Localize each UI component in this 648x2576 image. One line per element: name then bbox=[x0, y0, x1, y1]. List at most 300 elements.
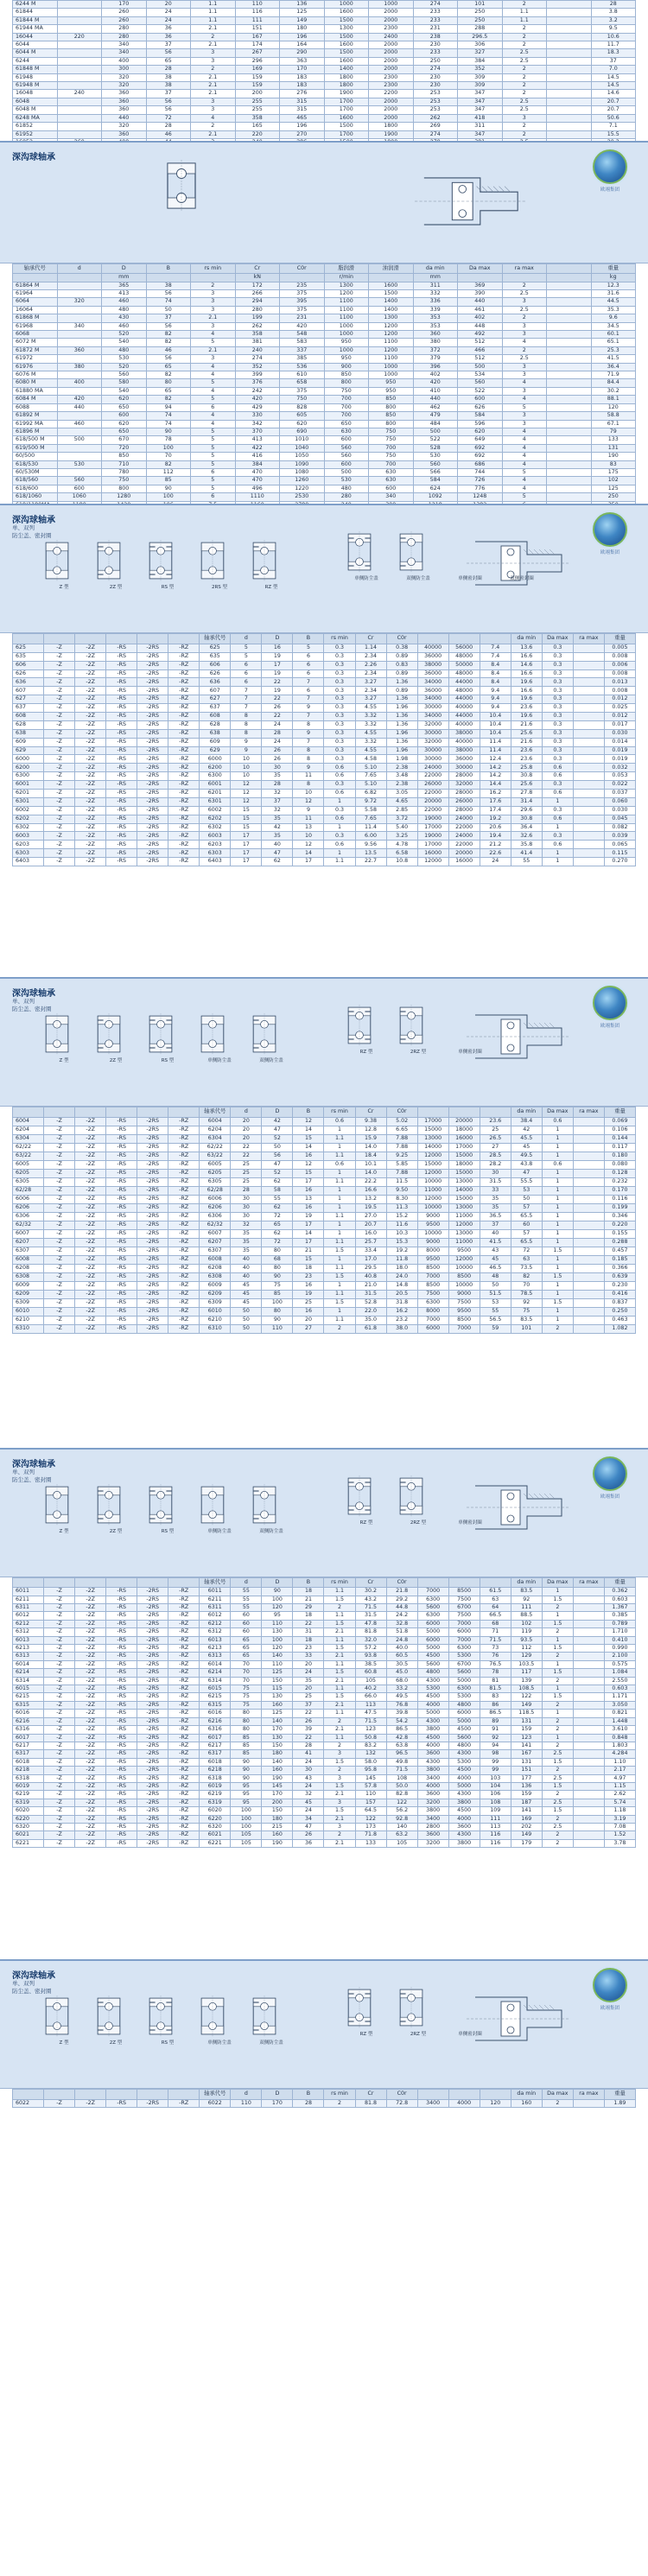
table-cell bbox=[547, 453, 592, 460]
drawing-block bbox=[346, 531, 373, 576]
table-cell: 420 bbox=[235, 396, 280, 403]
table-cell: 103.5 bbox=[511, 1660, 542, 1668]
column-header: ra max bbox=[573, 1578, 604, 1588]
table-cell: 327 bbox=[458, 49, 503, 57]
table-cell bbox=[573, 644, 604, 652]
table-cell: 5300 bbox=[417, 1685, 448, 1693]
table-cell: 0.6 bbox=[324, 764, 355, 772]
table-cell: -RZ bbox=[168, 755, 200, 764]
table-cell: 240 bbox=[235, 346, 280, 354]
table-cell: 196 bbox=[280, 33, 325, 41]
table-cell: 94 bbox=[146, 403, 191, 411]
table-cell: -2RS bbox=[137, 815, 168, 823]
drawing-caption: 单侧密封圈 bbox=[458, 1050, 482, 1055]
table-cell: 215 bbox=[262, 1823, 293, 1830]
table-cell: 0.3 bbox=[324, 652, 355, 661]
table-cell: 9.56 bbox=[355, 841, 386, 849]
table-cell: 44000 bbox=[448, 695, 480, 704]
table-cell: 6318 bbox=[200, 1774, 231, 1782]
table-cell: 36 bbox=[146, 33, 191, 41]
table-cell: -Z bbox=[44, 1791, 75, 1799]
table-cell: 2 bbox=[191, 282, 236, 289]
table-cell: -2RS bbox=[137, 1612, 168, 1620]
table-cell: 110 bbox=[262, 1325, 293, 1334]
table-cell: 309 bbox=[458, 82, 503, 90]
table-cell: -2Z bbox=[75, 806, 106, 815]
table-cell: 1800 bbox=[324, 82, 369, 90]
drawing-caption: 2Z 型 bbox=[109, 1058, 123, 1063]
table-cell: 61892 M bbox=[13, 412, 58, 420]
table-cell: -2RS bbox=[137, 1815, 168, 1823]
section-subtitle bbox=[12, 1469, 52, 1484]
table-cell: 360 bbox=[102, 98, 147, 105]
table-cell: 465 bbox=[280, 114, 325, 122]
table-cell: 0.014 bbox=[604, 738, 635, 746]
table-cell: 274 bbox=[413, 1, 458, 9]
table-cell: 2.26 bbox=[355, 661, 386, 669]
table-cell: 6008 bbox=[13, 1256, 44, 1265]
table-cell: -Z bbox=[44, 1823, 75, 1830]
table-cell: -RZ bbox=[168, 1144, 200, 1152]
table-cell bbox=[547, 16, 592, 24]
table-cell: 0.080 bbox=[604, 1161, 635, 1170]
table-cell: 20000 bbox=[448, 849, 480, 858]
table-cell: 6305 bbox=[200, 1178, 231, 1187]
column-header bbox=[448, 634, 480, 644]
table-cell: 61872 M bbox=[13, 346, 58, 354]
table-cell: 123 bbox=[355, 1726, 386, 1734]
table-cell: 0.116 bbox=[604, 1196, 635, 1204]
table-cell: 6215 bbox=[13, 1693, 44, 1701]
table-cell: 0.045 bbox=[604, 815, 635, 823]
table-cell: 0.346 bbox=[604, 1213, 635, 1221]
table-cell: 62/32 bbox=[200, 1221, 231, 1230]
table-cell: 440 bbox=[102, 114, 147, 122]
table-cell: 170 bbox=[262, 1791, 293, 1799]
table-cell: 4 bbox=[502, 460, 547, 468]
table-cell: 42 bbox=[262, 1118, 293, 1126]
table-cell: -2RS bbox=[137, 1774, 168, 1782]
table-cell: 2.5 bbox=[502, 306, 547, 314]
table-row bbox=[13, 1710, 636, 1717]
drawing-block bbox=[397, 531, 425, 576]
table-cell bbox=[573, 1685, 604, 1693]
table-cell: 6303 bbox=[200, 849, 231, 858]
table-cell: 635 bbox=[200, 652, 231, 661]
globe-icon bbox=[593, 1968, 627, 2002]
table-cell: 24000 bbox=[448, 832, 480, 841]
table-cell: 8.4 bbox=[480, 678, 511, 687]
table-cell: 21.2 bbox=[480, 841, 511, 849]
table-cell: -RS bbox=[106, 1273, 137, 1282]
table-cell: 6311 bbox=[200, 1604, 231, 1612]
table-cell: 2800 bbox=[417, 1823, 448, 1830]
table-cell: 280 bbox=[102, 25, 147, 33]
drawing-block bbox=[43, 1013, 71, 1058]
table-cell: 24000 bbox=[417, 764, 448, 772]
table-cell: 255 bbox=[235, 98, 280, 105]
column-header: da min bbox=[413, 264, 458, 274]
table-cell: 86.5 bbox=[386, 1726, 417, 1734]
drawing-block bbox=[251, 1995, 278, 2040]
subtitle-line: 单、双列 bbox=[12, 1980, 35, 1987]
table-cell: 11.7 bbox=[591, 41, 636, 49]
table-cell: 610 bbox=[280, 371, 325, 379]
table-cell: -2RS bbox=[137, 1118, 168, 1126]
table-cell: 1 bbox=[542, 1612, 573, 1620]
column-header: ra max bbox=[573, 634, 604, 644]
table-row bbox=[13, 379, 636, 387]
table-cell bbox=[57, 371, 102, 379]
table-row bbox=[13, 123, 636, 130]
table-cell bbox=[547, 290, 592, 298]
table-cell: 37 bbox=[591, 57, 636, 65]
bearing-section-drawing bbox=[346, 1005, 373, 1046]
table-cell: 0.3 bbox=[324, 669, 355, 678]
table-cell: 11000 bbox=[448, 1213, 480, 1221]
table-cell: 340 bbox=[102, 41, 147, 49]
table-cell: 19.6 bbox=[511, 695, 542, 704]
table-cell: -RS bbox=[106, 823, 137, 832]
table-cell: 25.8 bbox=[511, 764, 542, 772]
table-cell: 1700 bbox=[324, 106, 369, 114]
table-cell bbox=[573, 806, 604, 815]
table-cell: 1 bbox=[542, 797, 573, 806]
table-cell: 28000 bbox=[448, 806, 480, 815]
table-cell: 16048 bbox=[13, 90, 58, 98]
table-cell: -Z bbox=[44, 1170, 75, 1178]
table-cell: 26000 bbox=[448, 797, 480, 806]
table-cell: 3.05 bbox=[386, 790, 417, 798]
table-row bbox=[13, 772, 636, 781]
table-cell: -2Z bbox=[75, 1669, 106, 1677]
drawing-block bbox=[251, 540, 278, 585]
table-cell: -RS bbox=[106, 2099, 137, 2108]
table-cell: 92.8 bbox=[386, 1815, 417, 1823]
table-cell: 0.082 bbox=[604, 823, 635, 832]
table-cell: -2Z bbox=[75, 858, 106, 866]
table-cell: 6212 bbox=[200, 1620, 231, 1627]
table-cell: 6.58 bbox=[386, 849, 417, 858]
table-cell: 26 bbox=[262, 704, 293, 713]
table-cell: 1.5 bbox=[542, 1273, 573, 1282]
table-cell: 262 bbox=[413, 114, 458, 122]
table-cell: -RZ bbox=[168, 1831, 200, 1839]
table-cell: 28 bbox=[293, 2099, 324, 2108]
table-cell: 118.5 bbox=[511, 1710, 542, 1717]
table-cell: -RZ bbox=[168, 1230, 200, 1239]
table-cell: -RZ bbox=[168, 1221, 200, 1230]
table-cell: -2Z bbox=[75, 1604, 106, 1612]
table-cell: -Z bbox=[44, 1317, 75, 1325]
table-cell: 73.5 bbox=[511, 1265, 542, 1273]
table-cell: 0.6 bbox=[324, 1161, 355, 1170]
mounting-drawing bbox=[467, 1469, 570, 1546]
table-row bbox=[13, 1677, 636, 1685]
table-cell: 2 bbox=[542, 1653, 573, 1660]
table-cell: 43 bbox=[480, 1247, 511, 1256]
table-cell: 14.5 bbox=[591, 73, 636, 81]
table-cell: 7.65 bbox=[355, 815, 386, 823]
table-cell: 3.32 bbox=[355, 720, 386, 729]
table-cell: 230 bbox=[413, 82, 458, 90]
table-cell: 0.6 bbox=[324, 841, 355, 849]
table-cell: 6316 bbox=[13, 1726, 44, 1734]
table-row bbox=[13, 695, 636, 704]
table-cell bbox=[573, 1734, 604, 1742]
table-cell: 0.039 bbox=[604, 832, 635, 841]
table-cell: 600 bbox=[369, 485, 414, 492]
drawing-caption: 双侧防尘盖 bbox=[259, 1529, 283, 1534]
table-cell bbox=[547, 331, 592, 339]
table-cell: -RS bbox=[106, 764, 137, 772]
table-cell bbox=[547, 123, 592, 130]
column-header bbox=[75, 2090, 106, 2100]
table-cell: 18.3 bbox=[591, 49, 636, 57]
table-cell: 41 bbox=[293, 1750, 324, 1758]
table-cell: 10.1 bbox=[355, 1161, 386, 1170]
spec-table-wrap bbox=[0, 1107, 648, 1334]
table-cell: -RZ bbox=[168, 797, 200, 806]
table-cell: 37 bbox=[262, 797, 293, 806]
table-cell bbox=[547, 346, 592, 354]
table-cell: 10 bbox=[293, 832, 324, 841]
table-cell: 1.1 bbox=[191, 9, 236, 16]
table-cell: 70 bbox=[231, 1677, 262, 1685]
table-cell: -RS bbox=[106, 1620, 137, 1627]
table-cell: 0.603 bbox=[604, 1685, 635, 1693]
table-cell: 36 bbox=[146, 25, 191, 33]
table-cell: 180 bbox=[262, 1750, 293, 1758]
table-cell bbox=[547, 57, 592, 65]
drawing-block bbox=[95, 1013, 123, 1058]
table-cell: -RS bbox=[106, 1325, 137, 1334]
table-cell: 750 bbox=[369, 428, 414, 435]
company-logo bbox=[588, 149, 632, 193]
table-cell: -RZ bbox=[168, 1677, 200, 1685]
table-cell: -RS bbox=[106, 1291, 137, 1299]
table-cell: -RS bbox=[106, 1604, 137, 1612]
table-cell: 7500 bbox=[448, 1612, 480, 1620]
table-cell: -2RS bbox=[137, 1823, 168, 1830]
table-cell: 11.4 bbox=[480, 738, 511, 746]
table-cell bbox=[547, 412, 592, 420]
table-cell: 109 bbox=[480, 1807, 511, 1815]
table-cell: 1 bbox=[324, 1196, 355, 1204]
subtitle-line: 防尘盖、密封圈 bbox=[12, 1988, 52, 1995]
table-cell: 4 bbox=[191, 114, 236, 122]
spec-table-wrap bbox=[0, 0, 648, 141]
table-cell: 1000 bbox=[324, 1, 369, 9]
column-header bbox=[106, 1578, 137, 1588]
table-cell: 8 bbox=[231, 713, 262, 721]
table-cell: 280 bbox=[235, 306, 280, 314]
table-cell: 88.1 bbox=[591, 396, 636, 403]
unit-header bbox=[547, 274, 592, 282]
table-cell: 607 bbox=[200, 687, 231, 695]
table-cell: 2 bbox=[191, 123, 236, 130]
table-cell: 71.9 bbox=[591, 371, 636, 379]
table-cell: 33 bbox=[480, 1187, 511, 1196]
table-cell: -Z bbox=[44, 1213, 75, 1221]
table-cell: -RZ bbox=[168, 2099, 200, 2108]
table-cell: -2RS bbox=[137, 669, 168, 678]
table-cell: 6317 bbox=[13, 1750, 44, 1758]
table-cell: 45 bbox=[231, 1299, 262, 1308]
table-cell: 0.575 bbox=[604, 1660, 635, 1668]
table-cell: 5000 bbox=[448, 1782, 480, 1790]
table-cell bbox=[573, 1213, 604, 1221]
table-cell: -Z bbox=[44, 1628, 75, 1636]
section-title: 深沟球轴承 bbox=[12, 989, 55, 999]
table-cell: 4800 bbox=[448, 1701, 480, 1709]
table-cell: 3.78 bbox=[604, 1839, 635, 1847]
table-cell: -RS bbox=[106, 644, 137, 652]
table-cell: 2.1 bbox=[324, 1815, 355, 1823]
table-cell: 1.5 bbox=[324, 1807, 355, 1815]
table-cell: 32 bbox=[262, 790, 293, 798]
table-cell: -RS bbox=[106, 1178, 137, 1187]
table-cell: 6044 bbox=[13, 41, 58, 49]
table-cell: -RZ bbox=[168, 1239, 200, 1247]
table-cell: 159 bbox=[235, 82, 280, 90]
table-cell: 2.5 bbox=[502, 49, 547, 57]
table-cell: 637 bbox=[13, 704, 44, 713]
table-cell: 6218 bbox=[13, 1767, 44, 1774]
table-cell: 174 bbox=[235, 41, 280, 49]
table-cell bbox=[573, 841, 604, 849]
table-cell: -RZ bbox=[168, 1170, 200, 1178]
table-cell bbox=[573, 1230, 604, 1239]
table-cell: 6 bbox=[293, 661, 324, 669]
table-cell: 6.65 bbox=[386, 1126, 417, 1135]
table-cell: 0.115 bbox=[604, 849, 635, 858]
table-cell: 1 bbox=[542, 1256, 573, 1265]
table-cell: -Z bbox=[44, 1653, 75, 1660]
unit-header: kN bbox=[235, 274, 280, 282]
table-cell: -2RS bbox=[137, 1734, 168, 1742]
table-cell bbox=[573, 1325, 604, 1334]
table-cell: 17 bbox=[231, 858, 262, 866]
table-cell: 180 bbox=[280, 25, 325, 33]
table-cell: 47.8 bbox=[355, 1620, 386, 1627]
table-cell bbox=[573, 713, 604, 721]
table-cell: 16044 bbox=[13, 33, 58, 41]
table-unit-row bbox=[13, 274, 636, 282]
table-cell: 6304 bbox=[13, 1135, 44, 1144]
table-cell: 61880 MA bbox=[13, 387, 58, 395]
table-cell: 29.6 bbox=[511, 806, 542, 815]
table-cell: 2300 bbox=[369, 82, 414, 90]
table-cell: 28 bbox=[146, 123, 191, 130]
table-cell bbox=[547, 322, 592, 330]
table-cell: -Z bbox=[44, 1645, 75, 1653]
table-cell: -RS bbox=[106, 772, 137, 781]
table-cell: -Z bbox=[44, 2099, 75, 2108]
table-cell: 2300 bbox=[369, 25, 414, 33]
table-cell: 51.8 bbox=[386, 1628, 417, 1636]
table-cell: 306 bbox=[458, 41, 503, 49]
table-cell: -2Z bbox=[75, 1152, 106, 1161]
table-cell: 3 bbox=[324, 1823, 355, 1830]
table-cell: 238 bbox=[413, 33, 458, 41]
table-cell: 6009 bbox=[13, 1282, 44, 1291]
table-cell: 12.4 bbox=[480, 755, 511, 764]
table-row bbox=[13, 290, 636, 298]
table-cell: -RS bbox=[106, 1815, 137, 1823]
table-cell: 2.550 bbox=[604, 1677, 635, 1685]
table-cell: 108 bbox=[386, 1774, 417, 1782]
table-cell: 22 bbox=[262, 695, 293, 704]
table-cell: 82 bbox=[146, 371, 191, 379]
table-cell: 117 bbox=[511, 1669, 542, 1677]
table-cell bbox=[57, 412, 102, 420]
table-cell bbox=[573, 1178, 604, 1187]
table-cell: 1000 bbox=[324, 346, 369, 354]
table-cell: 44.8 bbox=[386, 1604, 417, 1612]
drawing-caption: RS 型 bbox=[161, 1529, 175, 1534]
table-cell: 274 bbox=[413, 66, 458, 73]
table-cell: 45.0 bbox=[386, 1669, 417, 1677]
table-cell: -RZ bbox=[168, 1782, 200, 1790]
table-cell: 311 bbox=[458, 123, 503, 130]
table-cell: 0.3 bbox=[542, 695, 573, 704]
table-cell: 1600 bbox=[369, 282, 414, 289]
table-cell: 692 bbox=[458, 453, 503, 460]
table-cell: 11000 bbox=[448, 1239, 480, 1247]
drawing-block bbox=[199, 1995, 226, 2040]
table-cell: -Z bbox=[44, 1660, 75, 1668]
table-cell: 358 bbox=[235, 114, 280, 122]
column-header: 重量 bbox=[591, 264, 636, 274]
column-header: d bbox=[231, 1107, 262, 1118]
table-cell: 280 bbox=[324, 493, 369, 501]
table-cell: 8 bbox=[293, 755, 324, 764]
drawing-caption: 单侧防尘盖 bbox=[207, 1529, 232, 1534]
table-cell: 150 bbox=[262, 1807, 293, 1815]
table-cell: 6 bbox=[191, 403, 236, 411]
table-cell: 230 bbox=[413, 41, 458, 49]
table-cell: 78 bbox=[480, 1669, 511, 1677]
table-cell: 0.990 bbox=[604, 1645, 635, 1653]
table-cell bbox=[573, 1126, 604, 1135]
table-cell: -RS bbox=[106, 1831, 137, 1839]
table-cell: 750 bbox=[324, 387, 369, 395]
table-cell: 61848 M bbox=[13, 66, 58, 73]
table-cell: 231 bbox=[280, 314, 325, 322]
table-cell: 11.4 bbox=[355, 823, 386, 832]
table-cell: 62 bbox=[262, 1230, 293, 1239]
table-cell: 60/530M bbox=[13, 468, 58, 476]
table-cell: 60.5 bbox=[386, 1653, 417, 1660]
table-cell: 260 bbox=[102, 16, 147, 24]
table-row bbox=[13, 1758, 636, 1766]
table-cell: 53 bbox=[480, 1299, 511, 1308]
table-cell: -RZ bbox=[168, 720, 200, 729]
table-cell: 3800 bbox=[417, 1726, 448, 1734]
table-cell: -2Z bbox=[75, 1693, 106, 1701]
table-cell: 6000 bbox=[13, 755, 44, 764]
table-cell: 45 bbox=[480, 1256, 511, 1265]
table-cell: 1.1 bbox=[324, 1152, 355, 1161]
table-cell: 0.848 bbox=[604, 1734, 635, 1742]
table-cell: 0.3 bbox=[542, 678, 573, 687]
table-cell: 40000 bbox=[448, 704, 480, 713]
table-cell: 16 bbox=[293, 1282, 324, 1291]
table-cell: -2Z bbox=[75, 1118, 106, 1126]
table-cell: -2RS bbox=[137, 1204, 168, 1213]
table-cell: 6300 bbox=[448, 1645, 480, 1653]
